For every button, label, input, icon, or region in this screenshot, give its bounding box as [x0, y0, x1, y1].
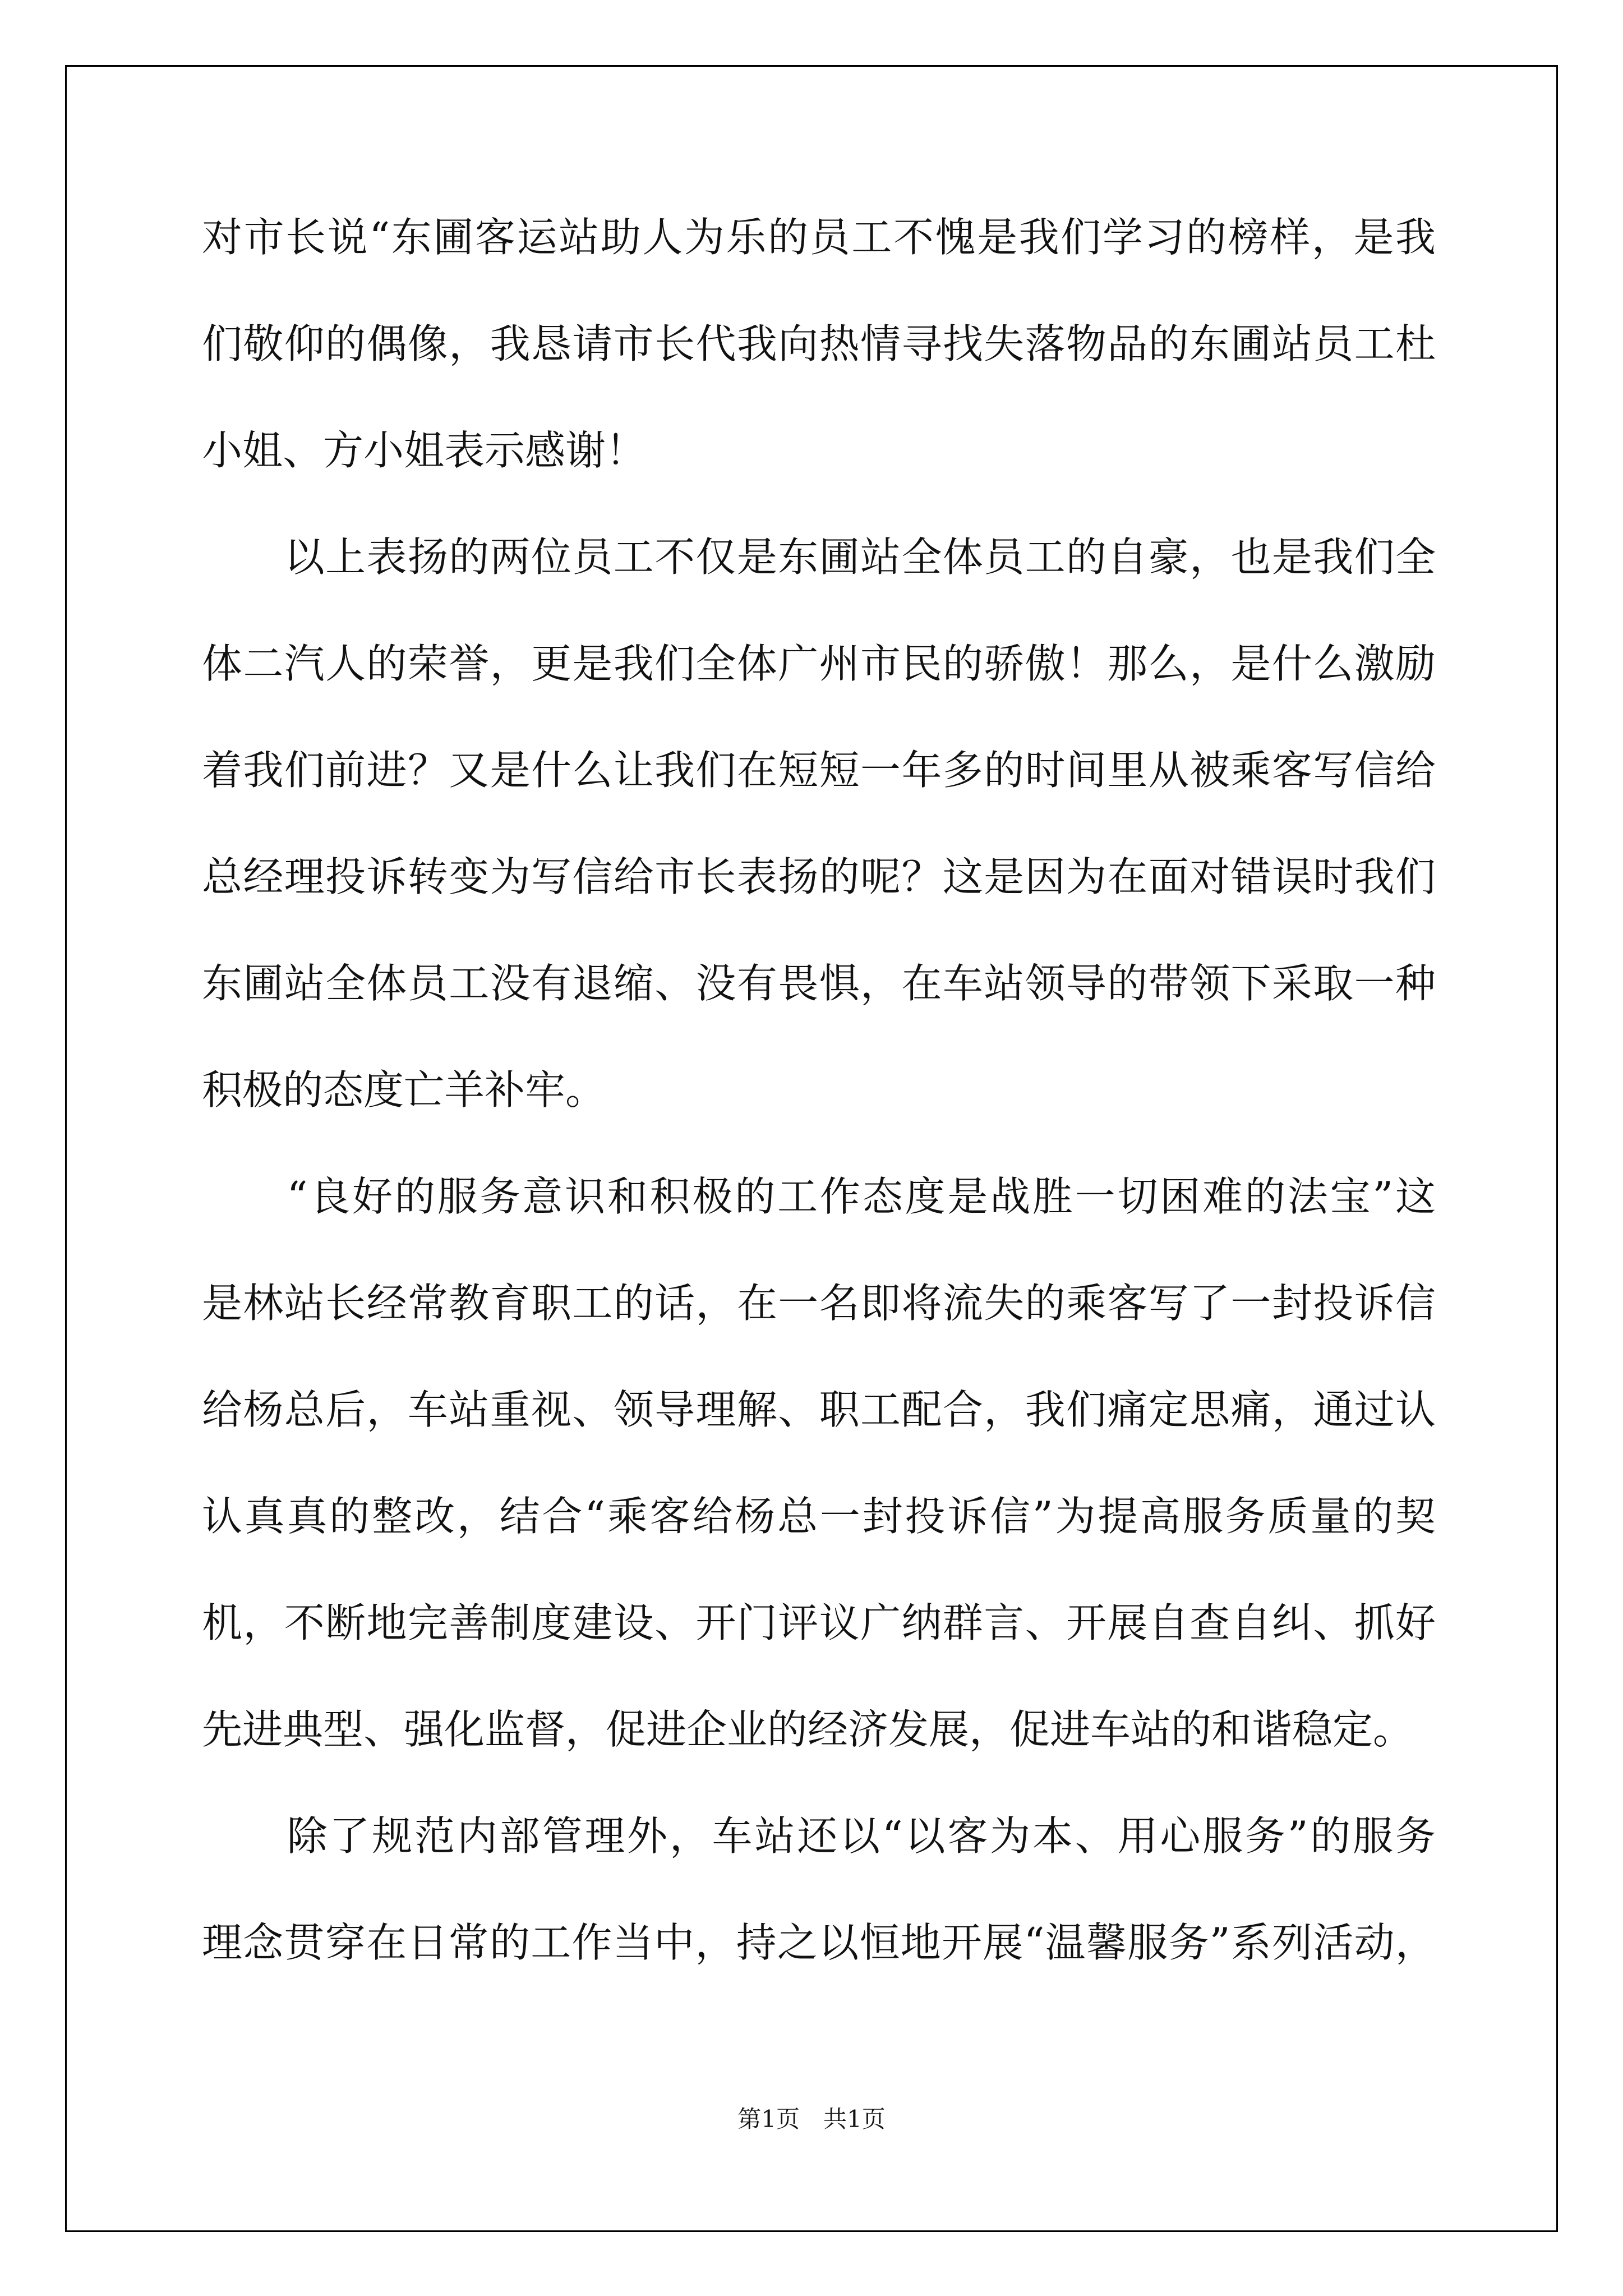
text-line: 是林站长经常教育职工的话，在一名即将流失的乘客写了一封投诉信 [202, 1280, 1436, 1327]
text-line: 对市长说“东圃客运站助人为乐的员工不愧是我们学习的榜样，是我 [202, 214, 1436, 261]
text-line: 除了规范内部管理外，车站还以“以客为本、用心服务”的服务 [202, 1812, 1436, 1860]
text-line: 们敬仰的偶像，我恳请市长代我向热情寻找失落物品的东圃站员工杜 [202, 320, 1436, 367]
document-body [202, 206, 1436, 2018]
text-line: 积极的态度亡羊补牢。 [202, 1066, 606, 1114]
text-line: 给杨总后，车站重视、领导理解、职工配合，我们痛定思痛，通过认 [202, 1386, 1436, 1433]
text-line: 着我们前进？又是什么让我们在短短一年多的时间里从被乘客写信给 [202, 747, 1436, 794]
text-line: 小姐、方小姐表示感谢！ [202, 427, 647, 474]
paragraph-1 [202, 206, 1436, 526]
text-line: 先进典型、强化监督，促进企业的经济发展，促进车站的和谐稳定。 [202, 1706, 1414, 1753]
text-line: 认真真的整改，结合“乘客给杨总一封投诉信”为提高服务质量的契 [202, 1493, 1436, 1540]
paragraph-3 [202, 1166, 1436, 1805]
text-line: 东圃站全体员工没有退缩、没有畏惧，在车站领导的带领下采取一种 [202, 960, 1436, 1007]
text-line: 体二汽人的荣誉，更是我们全体广州市民的骄傲！那么，是什么激励 [202, 640, 1436, 687]
page-number: 第1页 共1页 [737, 2105, 886, 2133]
text-line: 理念贯穿在日常的工作当中，持之以恒地开展“温馨服务”系列活动， [202, 1919, 1436, 1966]
text-line: 机，不断地完善制度建设、开门评议广纳群言、开展自查自纠、抓好 [202, 1599, 1436, 1646]
paragraph-4 [202, 1805, 1436, 2018]
text-line: “良好的服务意识和积极的工作态度是战胜一切困难的法宝”这 [202, 1173, 1436, 1220]
text-line: 以上表扬的两位员工不仅是东圃站全体员工的自豪，也是我们全 [202, 533, 1436, 581]
paragraph-2 [202, 526, 1436, 1166]
text-line: 总经理投诉转变为写信给市长表扬的呢？这是因为在面对错误时我们 [202, 853, 1436, 900]
